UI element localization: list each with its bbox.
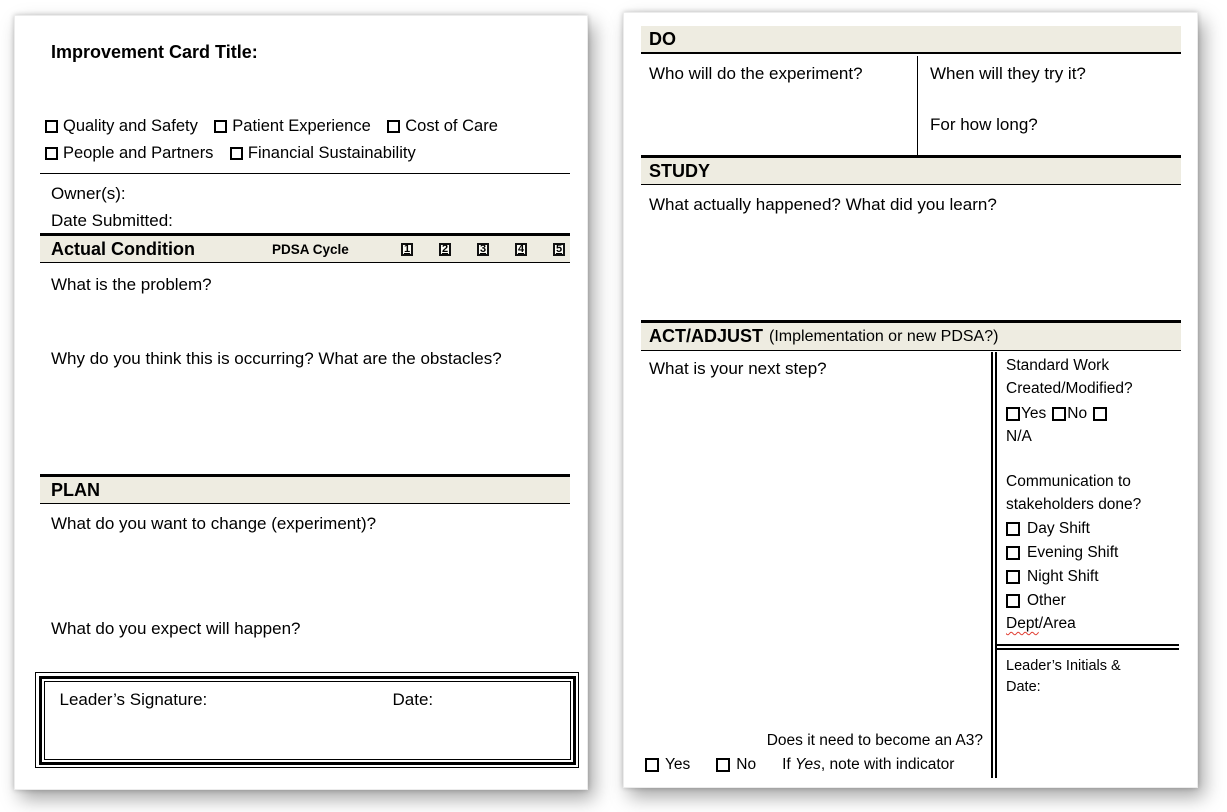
shift-label: Other (1027, 592, 1066, 609)
improvement-card-page-2 (623, 12, 1198, 788)
act-adjust-header-note: (Implementation or new PDSA?) (769, 327, 999, 345)
shift-option-evening (1006, 541, 1179, 564)
question-next-step: What is your next step? (649, 359, 827, 378)
checkbox-icon[interactable] (716, 758, 730, 772)
a3-yes-label: Yes (665, 756, 691, 773)
study-header-band (641, 155, 1181, 185)
a3-no-label: No (736, 756, 757, 773)
a3-question: Does it need to become an A3? (766, 732, 983, 749)
checkbox-icon[interactable] (645, 758, 659, 772)
leader-initials-line2: Date: (1006, 679, 1041, 695)
study-header: STUDY (649, 160, 711, 181)
act-adjust-header-band (641, 320, 1181, 351)
actual-condition-header-band (40, 233, 570, 263)
signature-date-label: Date: (392, 689, 434, 709)
owners-label: Owner(s): (51, 184, 126, 203)
shift-option-night (1006, 565, 1179, 588)
category-label: Financial Sustainability (247, 144, 416, 162)
pdsa-cycle-1-box[interactable]: 1 (401, 243, 413, 256)
shift-option-day (1006, 517, 1179, 540)
shift-label: Evening Shift (1027, 544, 1119, 561)
leader-signature-label: Leader’s Signature: (59, 689, 208, 709)
checkbox-icon[interactable] (1093, 407, 1107, 421)
checkbox-icon[interactable] (1006, 570, 1020, 584)
checkbox-icon[interactable] (387, 120, 400, 133)
question-what-expect: What do you expect will happen? (51, 619, 301, 638)
leader-initials-box (1006, 656, 1179, 698)
shift-label: Day Shift (1027, 520, 1090, 537)
dept-label: Dept (1006, 615, 1039, 632)
date-submitted-label: Date Submitted: (51, 211, 173, 230)
pdsa-cycle-2-box[interactable]: 2 (439, 243, 451, 256)
leader-initials-line1: Leader’s Initials & (1006, 658, 1121, 674)
page-title: Improvement Card Title: (51, 42, 258, 62)
leader-initials-divider (997, 644, 1179, 650)
checkbox-icon[interactable] (1006, 594, 1020, 608)
do-header: DO (649, 28, 676, 49)
question-why-occurring: Why do you think this is occurring? What are the obstacles? (51, 349, 502, 368)
do-section-row (641, 56, 1181, 155)
question-what-change: What do you want to change (experiment)? (51, 514, 377, 533)
checkbox-icon[interactable] (214, 120, 227, 133)
leader-signature-box-inner (44, 681, 571, 760)
dept-area-label (1006, 612, 1179, 635)
category-people-partners (45, 144, 213, 163)
pdsa-cycle-label: PDSA Cycle (272, 241, 349, 257)
category-cost-of-care (387, 117, 498, 136)
do-when-cell (918, 56, 1181, 155)
shift-label: Night Shift (1027, 568, 1099, 585)
communication-question: Communication to stakeholders done? (1006, 473, 1142, 513)
pdsa-cycle-boxes (401, 243, 565, 256)
standard-work-no-label: No (1067, 405, 1088, 422)
category-financial-sustainability (230, 144, 416, 163)
standard-work-na-label: N/A (1006, 428, 1032, 445)
a3-options-row (641, 753, 985, 777)
leader-signature-box (35, 672, 579, 768)
standard-work-options (1006, 402, 1179, 425)
category-label: Quality and Safety (63, 117, 198, 135)
leader-signature-box-border (39, 676, 576, 765)
act-next-step-cell (641, 352, 991, 778)
pdsa-cycle-5-box[interactable]: 5 (553, 243, 565, 256)
a3-block (641, 729, 985, 777)
a3-note-prefix: If (782, 756, 796, 773)
plan-header: PLAN (51, 479, 100, 500)
a3-note-suffix: , note with indicator (820, 756, 955, 773)
checkbox-icon[interactable] (1006, 546, 1020, 560)
category-patient-experience (214, 117, 371, 136)
checkbox-icon[interactable] (1006, 522, 1020, 536)
question-how-long: For how long? (930, 115, 1038, 134)
pdsa-cycle-3-box[interactable]: 3 (477, 243, 489, 256)
standard-work-yes-label: Yes (1021, 405, 1047, 422)
standard-work-question: Standard Work Created/Modified? (1006, 357, 1133, 397)
category-label: Cost of Care (405, 117, 498, 135)
do-header-band (641, 26, 1181, 54)
category-row-2 (45, 144, 428, 165)
actual-condition-header: Actual Condition (51, 238, 195, 259)
shift-option-other (1006, 589, 1179, 612)
category-row-1 (45, 117, 510, 138)
checkbox-icon[interactable] (1006, 407, 1020, 421)
plan-header-band (40, 474, 570, 504)
improvement-card-page-1 (14, 15, 588, 790)
category-label: Patient Experience (232, 117, 371, 135)
a3-note-yes-italic: Yes (795, 756, 821, 773)
category-label: People and Partners (63, 144, 214, 162)
area-label: /Area (1038, 615, 1076, 632)
act-standard-work-cell (991, 352, 1181, 778)
checkbox-icon[interactable] (45, 120, 58, 133)
question-when: When will they try it? (930, 64, 1086, 83)
category-quality-safety (45, 117, 198, 136)
question-what-happened: What actually happened? What did you learn? (649, 195, 997, 214)
act-adjust-section (641, 352, 1181, 778)
do-who-cell (641, 56, 918, 155)
act-adjust-header: ACT/ADJUST (649, 326, 764, 346)
checkbox-icon[interactable] (230, 147, 243, 160)
question-problem: What is the problem? (51, 275, 212, 294)
question-who: Who will do the experiment? (649, 64, 863, 83)
pdsa-cycle-4-box[interactable]: 4 (515, 243, 527, 256)
a3-note (782, 753, 954, 777)
checkbox-icon[interactable] (45, 147, 58, 160)
checkbox-icon[interactable] (1052, 407, 1066, 421)
divider-line (40, 173, 570, 174)
